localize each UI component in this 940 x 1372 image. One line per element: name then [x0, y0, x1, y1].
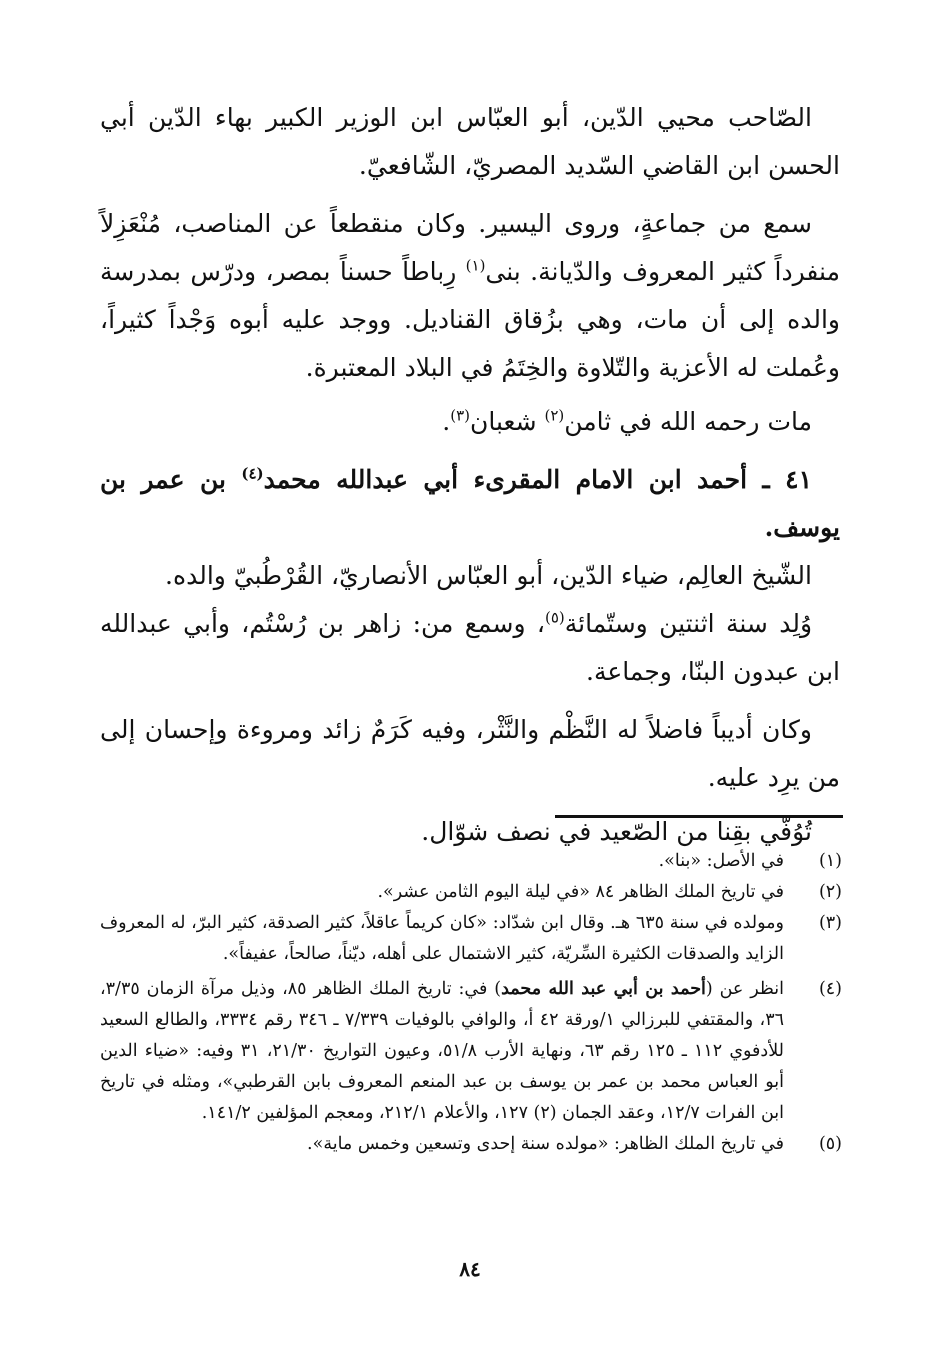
footnote-text: في تاريخ الملك الظاهر ٨٤ «في ليلة اليوم الثامن عشر». — [377, 882, 784, 902]
footnote-text — [100, 974, 784, 1129]
paragraph-2-text-b: رِباطاً حسناً بمصر، ودرّس بمدرسة والده إلى أن مات، وهي بزُقاق القناديل. ووجد عليه أبوه وَجْداً كثيراً، وعُملت له الأعزية والتّلاوة والخِتَمُ في البلاد المعتبرة. — [100, 257, 840, 382]
death-paragraph — [100, 398, 840, 446]
footnote-ref-1: (١) — [465, 256, 486, 275]
footnote-number: (٢) — [818, 882, 842, 902]
footnote-5 — [100, 1129, 842, 1160]
footnote-3 — [100, 908, 842, 970]
entry-paragraph-3: وكان أديباً فاضلاً له النَّظْم والنَّثْر، وفيه كَرَمٌ زائد ومروءة وإحسان إلى من يرِد عليه. — [100, 715, 840, 792]
footnote-number: (٤) — [818, 979, 842, 999]
footnotes — [100, 846, 842, 1160]
page-number: ٨٤ — [459, 1257, 481, 1281]
footnote-text: في الأصل: «بنا». — [658, 851, 784, 871]
entry-heading-41 — [100, 456, 840, 552]
footnote-4-text-a: انظر عن ( — [705, 979, 784, 999]
footnote-number: (٣) — [818, 913, 842, 933]
footnote-1 — [100, 846, 842, 877]
bio-paragraph-1: الصّاحب محيي الدّين، أبو العبّاس ابن الوزير الكبير بهاء الدّين أبي الحسن ابن القاضي السّديد المصريّ، الشّافعيّ. — [100, 103, 840, 180]
footnote-4-text-b: ) في: تاريخ الملك الظاهر ٨٥، وذيل مرآة الزمان ٣/٣٥، ٣٦، والمقتفي للبرزالي ١/ورقة ٤٢ أ، والوافي بالوفيات ٧/٣٣٩ ـ ٣٤٦ رقم ٣٣٣٤، والطالع السعيد للأدفوي ١١٢ ـ ١٢٥ رقم ٦٣، ونهاية الأرب ٥١/٨، وعيون التواريخ ٢١/٣٠، ٣١ وفيه: «ضياء الدين أبو العباس محمد بن عمر بن يوسف بن عبد المنعم المعروف بابن القرطبي»، ومثله في تاريخ ابن الفرات ١٢/٧، وعقد الجمان (٢) ١٢٧، والأعلام ٢١٢/١، ومعجم المؤلفين ١٤١/٢. — [100, 979, 785, 1123]
entry-paragraph-4: تُوُفّي بقِنا من الصّعيد في نصف شوّال. — [421, 817, 812, 846]
footnote-4 — [100, 974, 842, 1129]
entry-paragraph-1: الشّيخ العالِم، ضياء الدّين، أبو العبّاس الأنصاريّ، القُرْطُبيّ والده. — [165, 561, 812, 590]
footnote-4-bold-name: أحمد بن أبي عبد الله محمد — [501, 979, 706, 999]
footnote-ref-3: (٣) — [450, 406, 470, 425]
footnote-2 — [100, 877, 842, 908]
bio-paragraph-2 — [100, 200, 840, 392]
footnote-number: (٥) — [818, 1134, 842, 1154]
main-text — [100, 94, 840, 856]
footnote-number: (١) — [818, 851, 842, 871]
heading-text-b: بن عمر بن يوسف. — [100, 465, 840, 542]
death-text-b: شعبان — [469, 407, 545, 436]
death-text-c: . — [442, 407, 451, 436]
footnote-text: في تاريخ الملك الظاهر: «مولده سنة إحدى وتسعين وخمس ماية». — [307, 1134, 784, 1154]
footnote-divider — [555, 815, 843, 818]
footnote-text: ومولده في سنة ٦٣٥ هـ. وقال ابن شدّاد: «كان كريماً عاقلاً، كثير الصدقة، كثير البرّ، له المعروف الزايد والصدقات الكثيرة السِّريّة، كثير الاشتمال على أهله، ديّناً، صالحاً، عفيفاً». — [100, 913, 784, 964]
entry-paragraph-2 — [100, 600, 840, 696]
footnote-ref-2: (٢) — [544, 406, 565, 425]
death-text-a: مات رحمه الله في ثامن — [564, 407, 812, 436]
paragraph-2-text-a: سمع من جماعةٍ، وروى اليسير. وكان منقطعاً عن المناصب، مُنْعَزِلاً منفرداً كثير المعروف والدّيانة. بنى — [100, 209, 840, 286]
footnote-ref-4: (٤) — [241, 464, 264, 483]
heading-text-a: ٤١ ـ أحمد ابن الامام المقرىء أبي عبدالله محمد — [263, 465, 812, 494]
footnote-ref-5: (٥) — [544, 608, 565, 627]
entry-2-text-b: ، وسمع من: زاهر بن رُسْتُم، وأبي عبدالله ابن عبدون البنّا، وجماعة. — [100, 609, 840, 686]
entry-2-text-a: وُلِد سنة اثنتين وستّمائة — [564, 609, 813, 638]
